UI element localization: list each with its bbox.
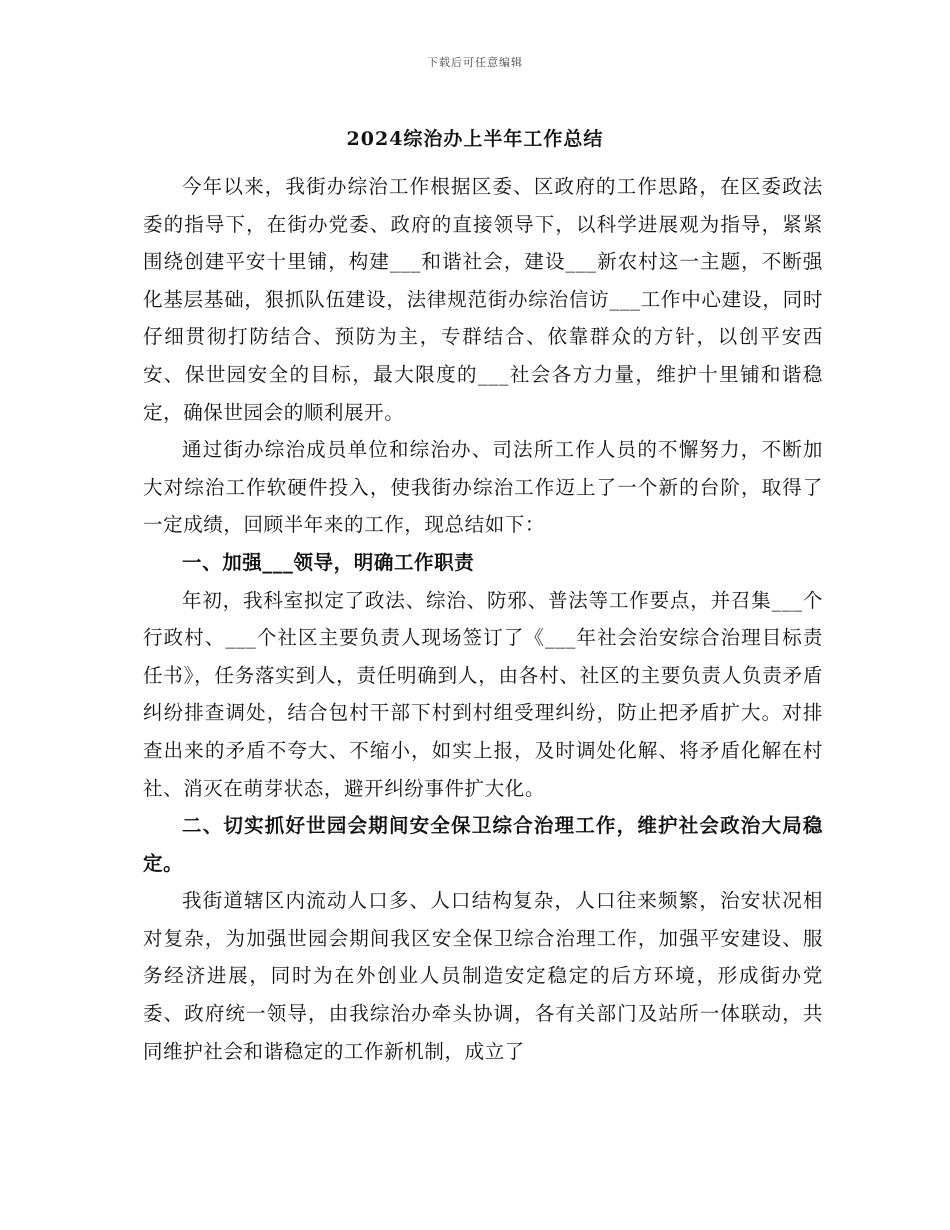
section-heading-1: 一、加强___领导，明确工作职责 [182, 550, 475, 574]
document-title: 2024综治办上半年工作总结 [346, 128, 604, 150]
section-heading-2: 二、切实抓好世园会期间安全保卫综合治理工作，维护社会政治大局稳定。 [143, 814, 823, 875]
intro-paragraph: 今年以来，我街办综治工作根据区委、区政府的工作思路，在区委政法委的指导下，在街办党委、政府的直接领导下，以科学进展观为指导，紧紧围绕创建平安十里铺，构建___和谐社会，建设___新农村这一主题，不断强化基层基础，狠抓队伍建设，法律规范街办综治信访___工作中心建设，同时仔细贯彻打防结合、预防为主，专群结合、依靠群众的方针，以创平安西安、保世园安全的目标，最大限度的___社会各方力量，维护十里铺和谐稳定，确保世园会的顺利展开。 [143, 175, 823, 424]
summary-paragraph: 通过街办综治成员单位和综治办、司法所工作人员的不懈努力，不断加大对综治工作软硬件投入，使我街办综治工作迈上了一个新的台阶，取得了一定成绩，回顾半年来的工作，现总结如下： [143, 438, 823, 537]
header-note: 下载后可任意编辑 [427, 56, 523, 69]
section-2-paragraph: 我街道辖区内流动人口多、人口结构复杂，人口往来频繁，治安状况相对复杂，为加强世园会期间我区安全保卫综合治理工作，加强平安建设、服务经济进展，同时为在外创业人员制造安定稳定的后方环境，形成街办党委、政府统一领导，由我综治办牵头协调，各有关部门及站所一体联动，共同维护社会和谐稳定的工作新机制，成立了 [143, 889, 823, 1063]
document-body [143, 168, 823, 1070]
section-1-paragraph: 年初，我科室拟定了政法、综治、防邪、普法等工作要点，并召集___个行政村、___个社区主要负责人现场签订了《___年社会治安综合治理目标责任书》，任务落实到人，责任明确到人，由各村、社区的主要负责人负责矛盾纠纷排查调处，结合包村干部下村到村组受理纠纷，防止把矛盾扩大。对排查出来的矛盾不夸大、不缩小，如实上报，及时调处化解、将矛盾化解在村社、消灭在萌芽状态，避开纠纷事件扩大化。 [143, 588, 823, 800]
